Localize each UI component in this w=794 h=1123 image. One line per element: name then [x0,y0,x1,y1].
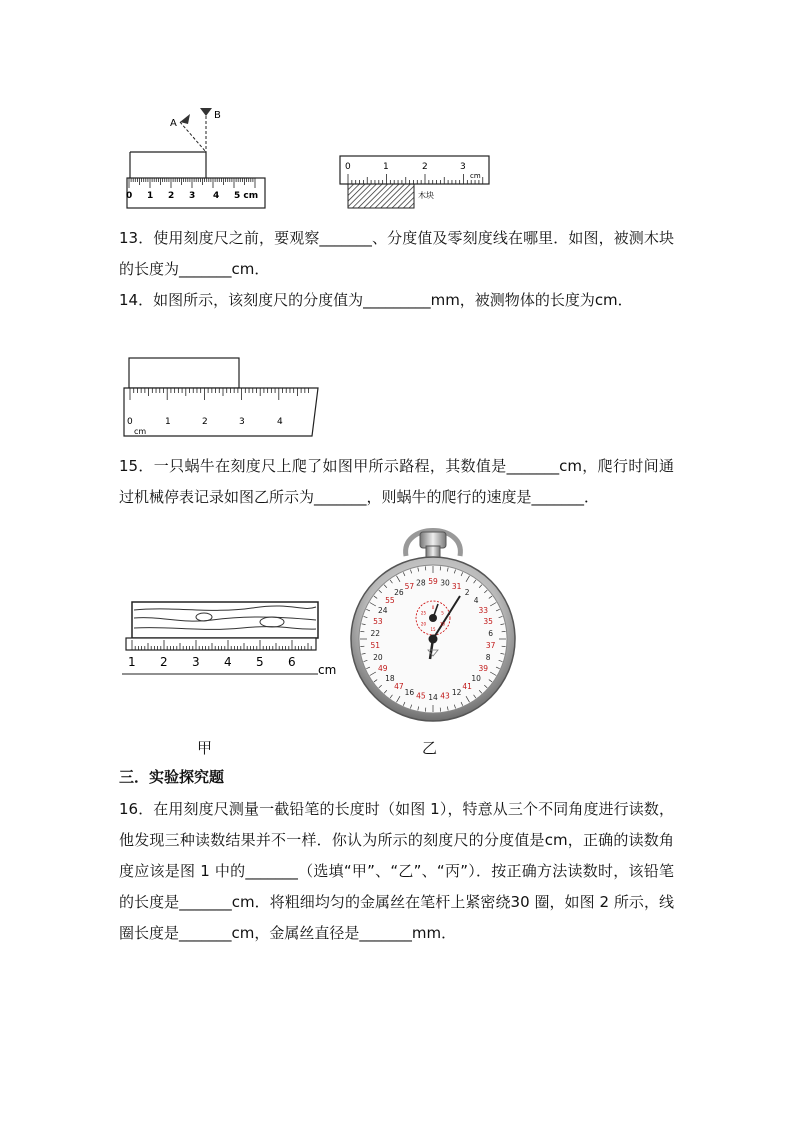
dial-number: 22 [370,628,381,638]
measured-object [129,358,239,388]
ruler-b-unit: cm [470,172,481,180]
ruler-b-tick-3: 3 [460,162,466,172]
dial-number: 49 [377,664,388,673]
wood-block-label: 木块 [418,191,434,200]
question-13: 13．使用刻度尺之前，要观察_______、分度值及零刻度线在哪里．如图，被测木块的长度为_______cm． [119,229,674,278]
caption-yi: 乙 [422,739,438,757]
dial-number: 39 [478,664,489,673]
subdial-number: 15 [430,627,436,632]
dial-number: 35 [483,617,493,627]
dial-number: 33 [478,606,489,615]
ruler-a-tick-2: 2 [168,191,175,201]
ruler-a-tick-1: 1 [147,191,154,201]
dial-number: 53 [373,617,383,627]
subdial-number: 0 [431,605,435,610]
caption-jia: 甲 [197,739,213,757]
ruler-object-figure [122,356,320,438]
ruler-a-tick-5: 5 cm [234,191,259,201]
eye-b-icon [200,108,212,116]
dial-number: 37 [485,641,496,651]
ruler-b-tick-0: 0 [345,162,351,172]
subdial-number: 5 [441,610,444,616]
dial-number: 51 [370,641,381,651]
dial-number: 30 [440,578,450,588]
dial-number: 59 [428,577,438,586]
dial-number: 4 [473,596,479,606]
ruler-c-tick-1: 1 [165,417,171,427]
ruler-a-tick-0: 0 [126,191,133,201]
wood-plank [132,602,318,638]
ruler-c-tick-4: 4 [277,417,283,427]
ruler-jia-tick-1: 1 [128,655,136,669]
point-b-label: B [214,110,221,121]
dial-number: 28 [416,578,426,588]
dial-number: 2 [464,588,470,598]
dial-number: 26 [394,588,404,598]
dial-number: 18 [385,673,395,683]
dial-number: 55 [385,596,395,606]
dial-number: 47 [394,681,404,691]
question-15: 15．一只蜗牛在刻度尺上爬了如图甲所示路程，其数值是_______cm，爬行时间通过机械停表记录如图乙所示为_______，则蜗牛的爬行的速度是_______． [119,457,674,506]
question-14: 14．如图所示，该刻度尺的分度值为_________mm，被测物体的长度为cm． [119,291,633,309]
ruler-jia-tick-2: 2 [160,655,168,669]
subdial-number: 20 [420,621,427,627]
dial-number: 6 [488,628,494,638]
ruler-b-tick-2: 2 [422,162,428,172]
dial-number: 31 [451,582,462,592]
question-16: 16．在用刻度尺测量一截铅笔的长度时（如图 1），特意从三个不同角度进行读数，他发现三种读数结果并不一样．你认为所示的刻度尺的分度值是cm，正确的读数角度应该是图 1 中的_______（选填“甲”、“乙”、“丙”）．按正确方法读数时，该铅笔的长度是_______cm．将粗细均匀的金属丝在笔杆上紧密绕30 圈，如图 2 所示，线圈长度是_______cm，金属丝直径是_______mm． [119,800,674,942]
ruler-c-tick-0: 0 [127,417,133,427]
dial-number: 12 [451,687,462,697]
dial-number: 45 [416,691,426,701]
dial-number: 8 [485,652,491,662]
eye-a-icon [180,114,190,124]
dial-number: 43 [440,691,450,701]
ruler-jia-tick-3: 3 [192,655,200,669]
wood-block [348,184,414,208]
ruler-a-tick-4: 4 [213,191,220,201]
ruler-b-tick-1: 1 [383,162,389,172]
section-3-title: 三．实验探究题 [119,768,225,786]
ruler-with-viewpoints-figure [122,104,268,210]
ruler-c-unit: cm [134,427,147,436]
ruler-wood-block-figure [338,154,492,212]
dial-number: 20 [373,652,383,662]
subdial-number: 10 [439,621,446,627]
dial-number: 41 [462,681,472,691]
ruler-jia-tick-4: 4 [224,655,232,669]
ruler-c-tick-3: 3 [239,417,245,427]
dial-number: 14 [428,693,438,702]
snail-ruler-figure [122,598,342,680]
subdial-number: 25 [420,610,427,616]
ruler-jia-tick-6: 6 [288,655,296,669]
ruler-jia-tick-5: 5 [256,655,264,669]
dial-number: 16 [404,687,415,697]
ruler-jia-unit: cm [318,663,337,677]
dial-number: 10 [471,673,481,683]
stopwatch-figure [350,516,516,728]
dial-number: 24 [377,606,388,615]
ruler-c-tick-2: 2 [202,417,208,427]
ruler-a-tick-3: 3 [189,191,196,201]
dial-number: 57 [404,582,415,592]
point-a-label: A [170,118,177,129]
